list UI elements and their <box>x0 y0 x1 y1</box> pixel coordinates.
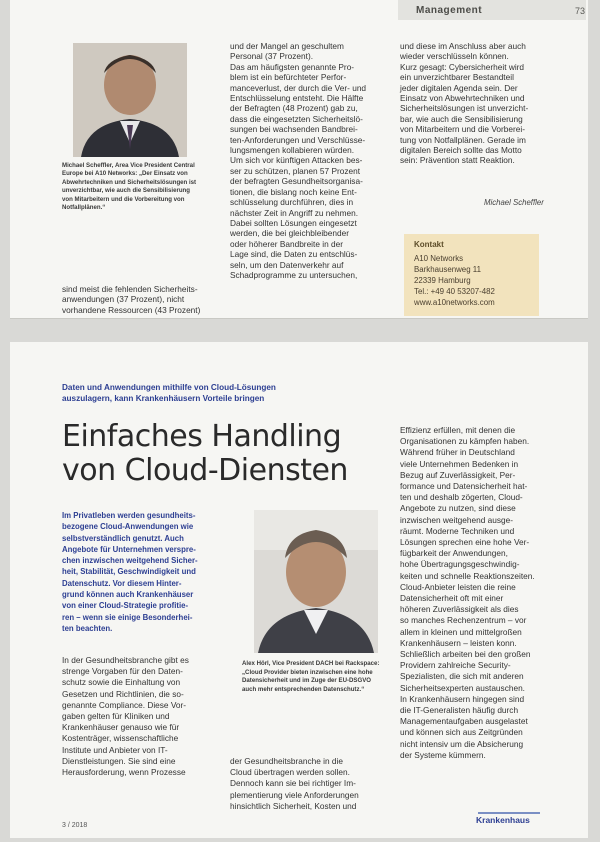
text-line: Dennoch kann sie bei richtiger Im- <box>230 778 356 789</box>
issue-number: 3 / 2018 <box>62 822 88 829</box>
text-line: hohe Übertragungsgeschwindig- <box>400 559 520 570</box>
text-line: so manches Rechenzentrum – vor <box>400 615 527 626</box>
text-line: und der Mangel an geschultem <box>230 41 344 51</box>
text-line: der befragten Gesundheitsorganisa- <box>230 176 363 187</box>
text-line: ein unverzichtbarer Bestandteil <box>400 72 514 83</box>
text-line: sungen bei wachsenden Bandbrei- <box>230 124 358 135</box>
body-column-2 <box>230 756 395 812</box>
text-line: Kurz gesagt: Cybersicherheit wird <box>400 61 525 72</box>
text-line: von Mitarbeitern und die Vorberei- <box>400 124 525 135</box>
contact-city: 22339 Hamburg <box>414 276 471 285</box>
text-line: keiten und schnelle Reaktionszeiten. <box>400 570 535 581</box>
text-line: Cloud-Anbieter leisten die reine <box>400 581 516 592</box>
magazine-brand: Krankenhaus <box>476 815 530 825</box>
text-line: und diese im Anschluss aber auch <box>400 41 526 51</box>
text-line: Spezialisten, die sich mit anderen <box>400 671 524 682</box>
text-line: der Befragten (48 Prozent) gab zu, <box>230 103 358 114</box>
text-line: oder höherer Bandbreite in der <box>230 238 344 249</box>
bottom-page <box>10 342 588 838</box>
text-line: Herausforderung, wenn Prozesse <box>62 767 186 778</box>
top-column-3 <box>400 41 580 166</box>
text-line: wieder verschlüsseln können. <box>400 51 509 62</box>
text-line: schlüsselung durchführen, dies in <box>230 197 354 208</box>
contact-title: Kontakt <box>414 240 444 249</box>
text-line: Schließlich arbeiten bei den großen <box>400 649 531 660</box>
text-line: höheren Zuverlässigkeit als dies <box>400 604 519 615</box>
lead-line: Im Privatleben werden gesundheits- <box>62 511 196 520</box>
text-line: viele Unternehmen Bedenken in <box>400 458 519 469</box>
text-line: blem ist ein befürchteter Perfor- <box>230 72 347 83</box>
lead-line: chen inzwischen weitgehend Sicher- <box>62 556 198 566</box>
text-line: Das am häufigsten genannte Pro- <box>230 61 355 72</box>
text-line: räumt. Moderne Techniken und <box>400 525 515 536</box>
text-line: Krankenhäuser genauso wie für <box>62 722 180 733</box>
text-line: Dabei sollten Lösungen eingesetzt <box>230 217 357 228</box>
section-label: Management <box>416 5 483 16</box>
text-line: inzwischen weitgehend ausge- <box>400 514 514 525</box>
text-line: Krankenhäusern – leisten konn. <box>400 637 517 648</box>
lead-line: Angebote für Unternehmen verspre- <box>62 544 196 554</box>
text-line: tionen, die bislang noch keine Ent- <box>230 186 357 197</box>
text-line: nächster Zeit in Angriff zu nehmen. <box>230 207 359 218</box>
text-line: allem in kleinen und mittelgroßen <box>400 626 522 637</box>
contact-street: Barkhausenweg 11 <box>414 265 481 274</box>
kicker-line: Daten und Anwendungen mithilfe von Cloud-Lösungen <box>62 383 276 392</box>
text-line: Kostenträger, wissenschaftliche <box>62 733 179 744</box>
text-line: werden, die bei gleichbleibender <box>230 228 350 239</box>
caption-line: Abwehrtechniken und Sicherheitslösungen ist <box>62 178 197 186</box>
lead-line: bezogene Cloud-Anwendungen wie <box>62 522 194 532</box>
portrait-photo-hoerl <box>254 510 378 653</box>
text-line: Effizienz erfüllen, mit denen die <box>400 425 516 435</box>
text-line: fügbarkeit der Anwendungen, <box>400 548 508 559</box>
text-line: ten und deshalb zögerten, Cloud- <box>400 492 523 503</box>
contact-phone: Tel.: +49 40 53207-482 <box>414 287 495 296</box>
text-line: Bezug auf Zuverlässigkeit, Per- <box>400 469 516 480</box>
brand-rule <box>478 812 540 814</box>
text-line: Providern zahlreiche Security- <box>400 660 511 671</box>
text-line: ten-Anforderungen und Verschlüsse- <box>230 134 366 145</box>
caption-line: Notfallplänen.“ <box>62 204 106 212</box>
text-line: Schadprogramme zu untersuchen, <box>230 269 358 280</box>
article-kicker <box>62 382 312 404</box>
caption-line: Datensicherheit und im Zuge der EU-DSGVO <box>242 677 372 685</box>
text-line: nicht intensiv um die Absicherung <box>400 738 524 749</box>
text-line: ser zu schützen, planen 57 Prozent <box>230 165 361 176</box>
text-line: seln, um den Datenverkehr auf <box>230 259 344 270</box>
contact-box <box>404 234 539 316</box>
text-line: formance und Datensicherheit hat- <box>400 481 528 492</box>
body-column-3 <box>400 425 580 761</box>
text-line: digitalen Bereich sollte das Motto <box>400 145 522 156</box>
text-line: Datensicherheit oft mit einer <box>400 593 504 604</box>
photo-caption <box>242 660 402 694</box>
text-line: plementierung viele Anforderungen <box>230 789 359 800</box>
top-column-1 <box>62 284 232 315</box>
text-line: vorhandene Ressourcen (43 Prozent) <box>62 304 201 315</box>
text-line: genannte Compliance. Diese Vor- <box>62 699 187 710</box>
kicker-line: auszulagern, kann Krankenhäusern Vorteile bringen <box>62 394 265 403</box>
headline-line: Einfaches Handling <box>62 419 342 454</box>
text-line: schutz sowie die Einhaltung von <box>62 677 181 688</box>
text-line: Sicherheitsexperten austauschen. <box>400 682 525 693</box>
headline-line: von Cloud-Diensten <box>62 453 348 488</box>
text-line: hinsichtlich Sicherheit, Kosten und <box>230 800 357 811</box>
caption-line: „Cloud Provider bieten inzwischen eine hohe <box>242 668 373 676</box>
lead-line: Datenschutz. Vor diesem Hinter- <box>62 578 182 588</box>
text-line: In Krankenhäusern hingegen sind <box>400 693 525 704</box>
lead-line: ren – wenn sie einige Besonderhei- <box>62 612 193 622</box>
portrait-photo-scheffler <box>73 43 187 157</box>
text-line: Entschlüsselung entsteht. Die Hälfte <box>230 93 364 104</box>
text-line: Institute und Anbieter von IT- <box>62 744 168 755</box>
caption-line: Europe bei A10 Networks: „Der Einsatz von <box>62 170 188 178</box>
text-line: der Gesundheitsbranche in die <box>230 756 344 766</box>
text-line: Um sich vor künftigen Attacken bes- <box>230 155 363 166</box>
text-line: sein: Prävention statt Reaktion. <box>400 155 515 166</box>
lead-line: grund können auch Krankenhäuser <box>62 590 194 600</box>
text-line: Während früher in Deutschland <box>400 447 515 458</box>
text-line: sind meist die fehlenden Sicherheits- <box>62 284 198 294</box>
text-line: Sicherheitslösungen ist unverzicht- <box>400 103 529 114</box>
body-column-1 <box>62 655 227 778</box>
text-line: und können sich aus Zeitgründen <box>400 727 523 738</box>
text-line: Dienstleistungen. Sie sind eine <box>62 755 176 766</box>
text-line: manceverlust, der durch die Ver- und <box>230 82 367 93</box>
text-line: strenge Vorgaben für den Daten- <box>62 666 183 677</box>
text-line: Lage sind, die Daten zu entschlüs- <box>230 249 358 260</box>
text-line: Managementaufgaben ausgelastet <box>400 716 528 727</box>
top-page <box>10 0 588 319</box>
article-headline <box>62 420 348 488</box>
text-line: tung von Notfallplänen. Gerade im <box>400 134 526 145</box>
photo-caption <box>62 162 232 212</box>
text-line: lungsmengen kollabieren würden. <box>230 145 355 156</box>
page-number: 73 <box>575 6 586 16</box>
text-line: In der Gesundheitsbranche gibt es <box>62 655 189 665</box>
text-line: Personal (37 Prozent). <box>230 51 314 62</box>
text-line: Gesetzen und Richtlinien, die so- <box>62 688 184 699</box>
caption-line: unverzichtbar, wie auch die Sensibilisierung <box>62 187 191 195</box>
text-line: bar, wie auch die Sensibilisierung <box>400 113 523 124</box>
lead-line: ten beachten. <box>62 623 113 633</box>
text-line: Lösungen sprechen eine hohe Ver- <box>400 537 530 548</box>
lead-line: von einer Cloud-Strategie profitie- <box>62 601 189 611</box>
contact-website: www.a10networks.com <box>414 298 495 307</box>
author-name: Michael Scheffler <box>484 198 544 207</box>
caption-line: von Mitarbeitern und die Vorbereitung von <box>62 195 185 203</box>
text-line: Angebote zu nutzen, sind diese <box>400 503 516 514</box>
text-line: jeder digitalen Agenda sein. Der <box>400 82 518 93</box>
text-line: dass die eingesetzten Sicherheitslö- <box>230 113 363 124</box>
text-line: Organisationen zu kämpfen haben. <box>400 436 530 447</box>
text-line: gaben gelten für Kliniken und <box>62 711 170 722</box>
lead-line: selbstverständlich genutzt. Auch <box>62 533 184 543</box>
text-line: Einsatz von Abwehrtechniken und <box>400 93 525 104</box>
text-line: Cloud übertragen werden sollen. <box>230 767 350 778</box>
text-line: die IT-Generalisten häufig durch <box>400 705 519 716</box>
top-column-2 <box>230 41 395 280</box>
caption-line: auch mehr entsprechenden Datenschutz.“ <box>242 685 365 693</box>
text-line: anwendungen (37 Prozent), nicht <box>62 294 185 305</box>
article-lead <box>62 510 222 634</box>
text-line: der Systeme kümmern. <box>400 749 486 760</box>
contact-company: A10 Networks <box>414 254 464 263</box>
caption-line: Michael Scheffler, Area Vice President Central <box>62 162 195 169</box>
caption-line: Alex Hörl, Vice President DACH bei Rackspace: <box>242 660 380 667</box>
lead-line: heit, Stabilität, Geschwindigkeit und <box>62 567 196 577</box>
